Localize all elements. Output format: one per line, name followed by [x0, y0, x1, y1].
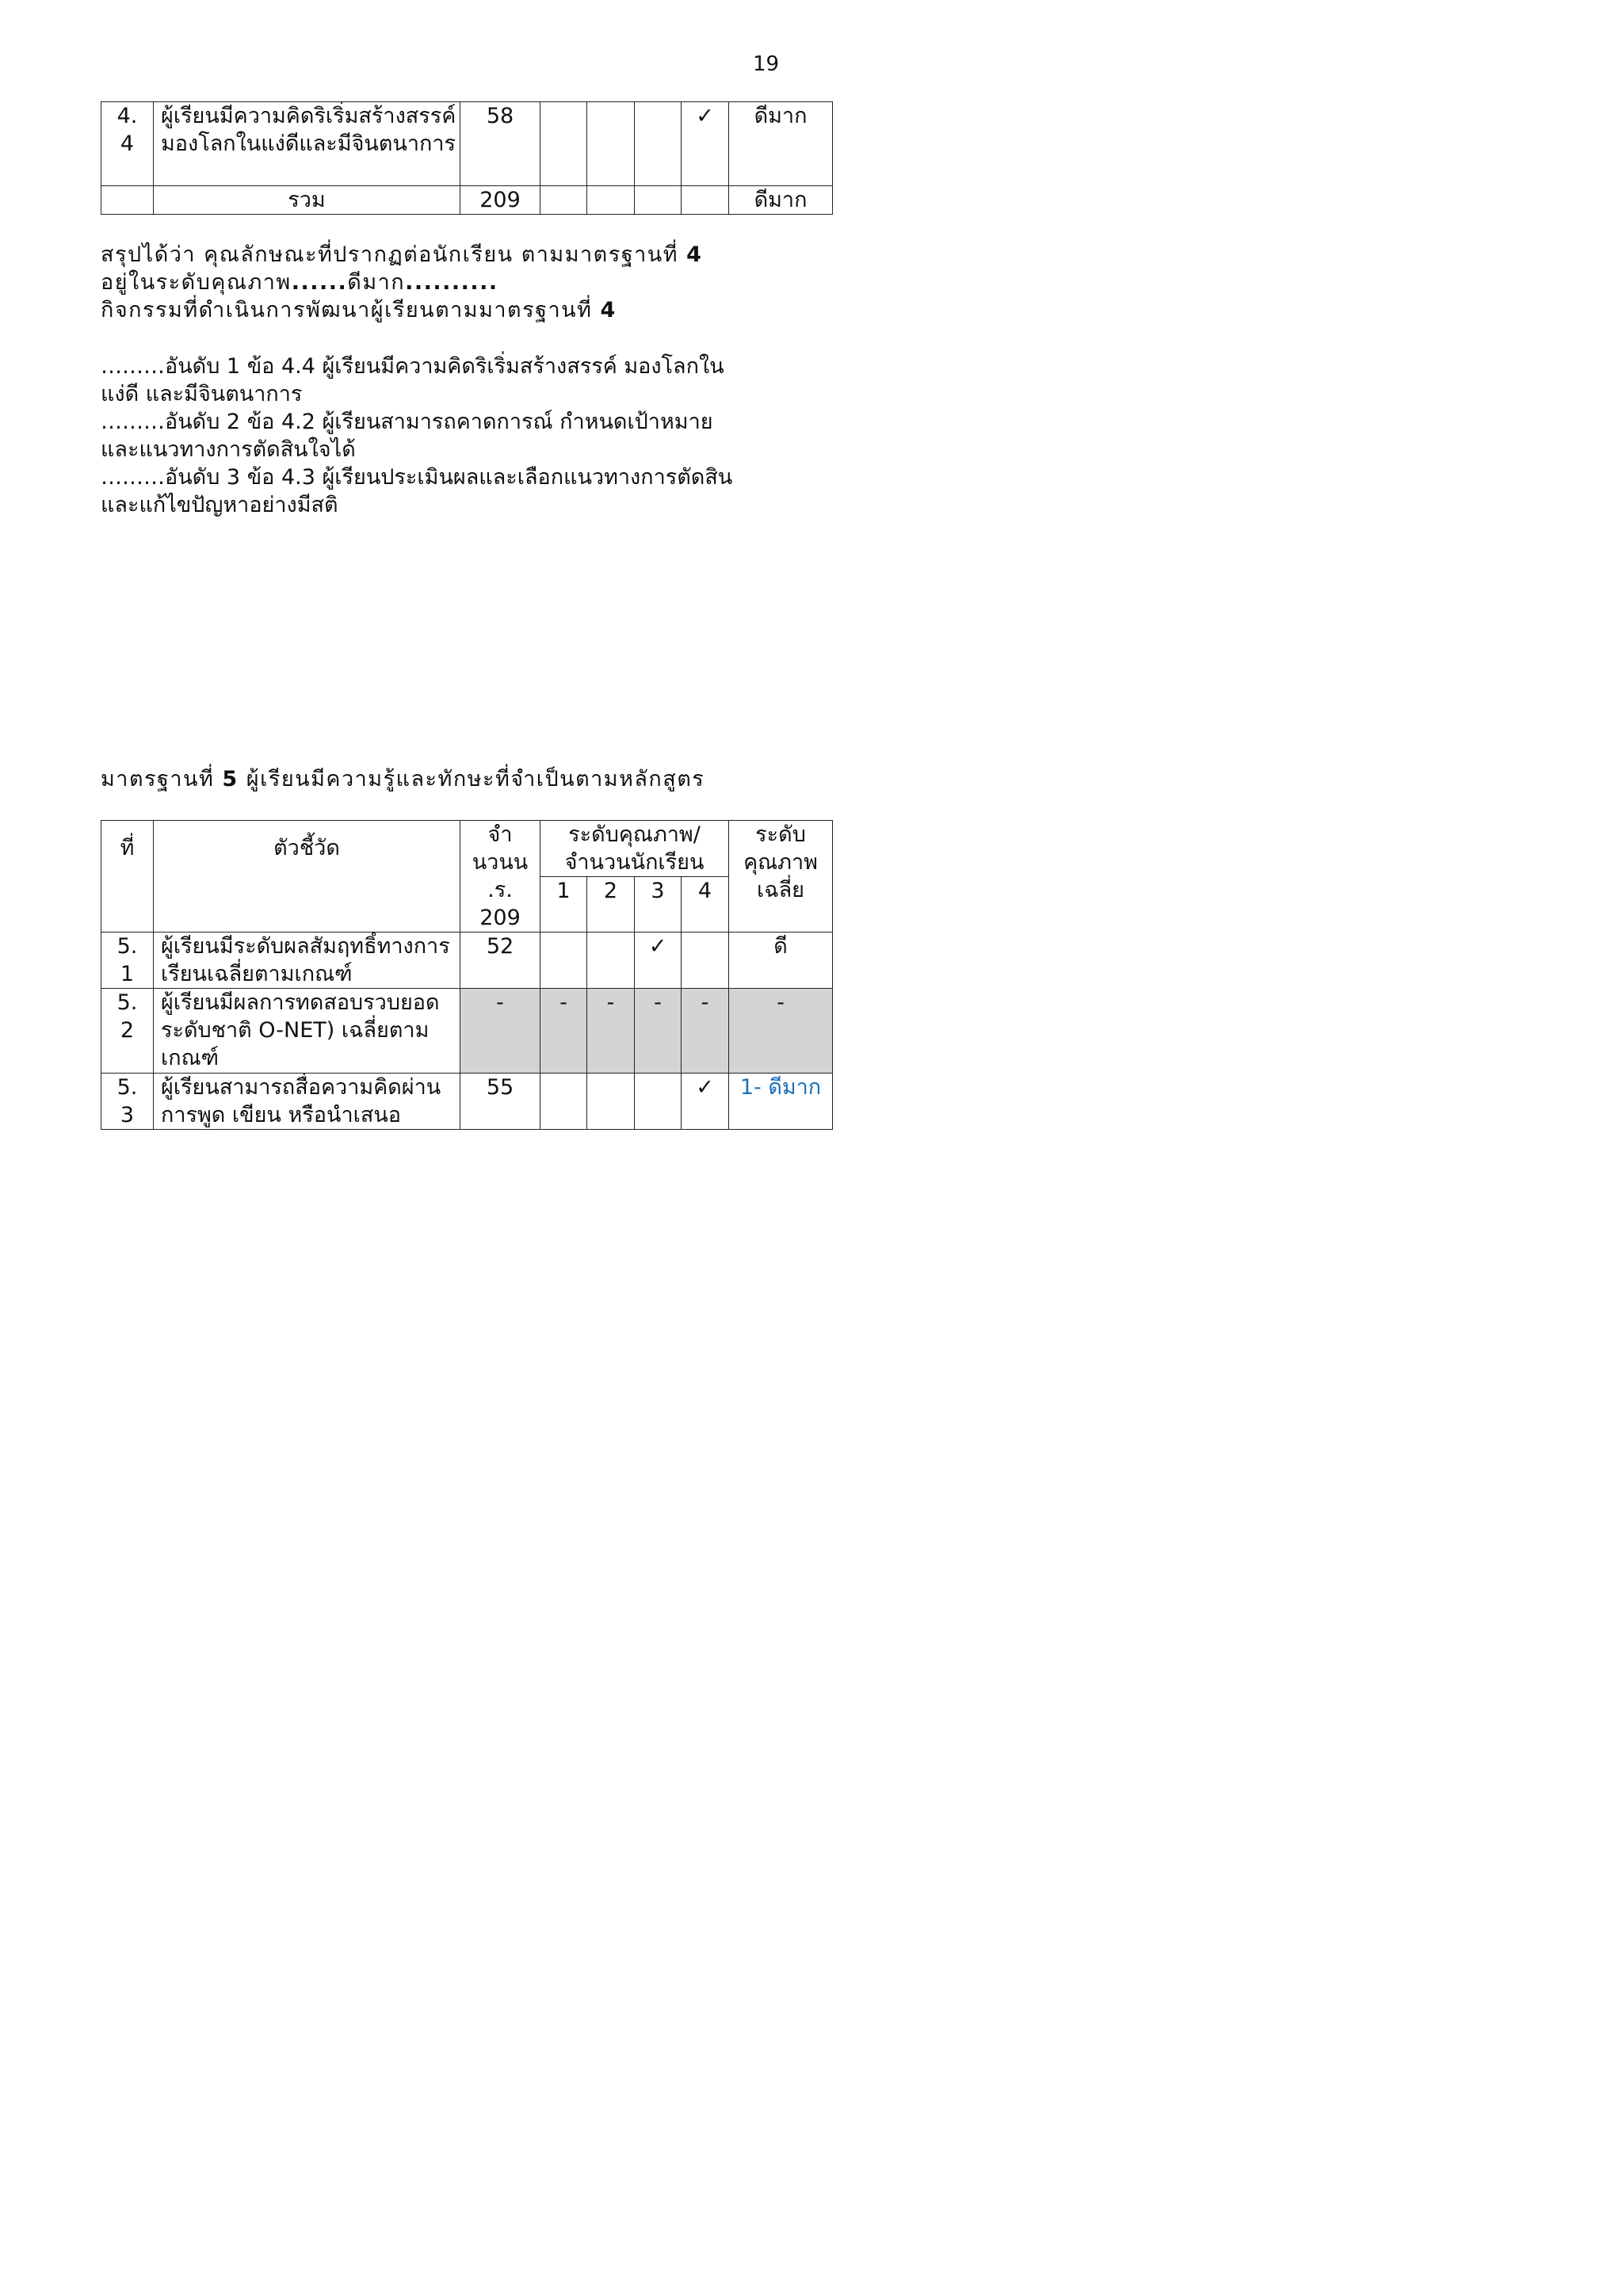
count-cell: -	[460, 989, 540, 1074]
table-row	[101, 933, 833, 989]
level-3-cell	[635, 102, 682, 186]
row-number: 5. 1	[101, 933, 154, 989]
total-quality-level: ดีมาก	[729, 186, 833, 215]
level-3-cell: ✓	[635, 933, 682, 989]
row-number: 5. 3	[101, 1074, 154, 1130]
header-level-4: 4	[682, 877, 729, 933]
activities-heading: กิจกรรมที่ดำเนินการพัฒนาผู้เรียนตามมาตรฐานที่ 4	[101, 298, 617, 322]
level-4-cell	[682, 933, 729, 989]
table-row	[101, 989, 833, 1074]
summary-line-1: สรุปได้ว่า คุณลักษณะที่ปรากฏต่อนักเรียน ตามมาตรฐานที่ 4	[101, 242, 703, 267]
ranking-1: ………อันดับ 1 ข้อ 4.4 ผู้เรียนมีความคิดริเริ่มสร้างสรรค์ มองโลกใน แง่ดี และมีจินตนาการ	[101, 354, 724, 406]
standard-5-heading: มาตรฐานที่ 5 ผู้เรียนมีความรู้และทักษะที่จำเป็นตามหลักสูตร	[101, 767, 705, 791]
header-indicator: ตัวชี้วัด	[154, 821, 460, 933]
row-number: 4. 4	[101, 102, 154, 186]
level-4-cell: -	[682, 989, 729, 1074]
level-1-cell	[540, 102, 587, 186]
indicator-cell: ผู้เรียนมีความคิดริเริ่มสร้างสรรค์ มองโลกในแง่ดีและมีจินตนาการ	[154, 102, 460, 186]
quality-level-cell: ดีมาก	[729, 102, 833, 186]
page-number: 19	[753, 52, 780, 76]
standard4-table	[101, 101, 833, 215]
header-level-3: 3	[635, 877, 682, 933]
total-label: รวม	[154, 186, 460, 215]
indicator-cell: ผู้เรียนมีระดับผลสัมฤทธิ์ทางการเรียนเฉลี่ยตามเกณฑ์	[154, 933, 460, 989]
table-row	[101, 102, 833, 186]
indicator-cell: ผู้เรียนสามารถสื่อความคิดผ่านการพูด เขียน หรือนำเสนอ	[154, 1074, 460, 1130]
level-2-cell	[587, 186, 635, 215]
count-cell: 55	[460, 1074, 540, 1130]
level-2-cell	[587, 1074, 635, 1130]
count-cell: 52	[460, 933, 540, 989]
level-3-cell: -	[635, 989, 682, 1074]
level-3-cell	[635, 186, 682, 215]
level-2-cell	[587, 102, 635, 186]
header-number: ที่	[101, 821, 154, 933]
level-1-cell	[540, 933, 587, 989]
header-count: จำ นวนน .ร. 209	[460, 821, 540, 933]
total-row	[101, 186, 833, 215]
level-1-cell	[540, 1074, 587, 1130]
quality-level-cell: -	[729, 989, 833, 1074]
level-1-cell: -	[540, 989, 587, 1074]
quality-level-cell: ดี	[729, 933, 833, 989]
standard5-table	[101, 820, 833, 1130]
level-4-cell: ✓	[682, 102, 729, 186]
summary-line-2: อยู่ในระดับคุณภาพ......ดีมาก..........	[101, 270, 498, 295]
level-4-cell: ✓	[682, 1074, 729, 1130]
ranking-2: ………อันดับ 2 ข้อ 4.2 ผู้เรียนสามารถคาดการณ์ กำหนดเป้าหมาย และแนวทางการตัดสินใจได้	[101, 410, 713, 462]
header-levels-group: ระดับคุณภาพ/ จำนวนนักเรียน	[540, 821, 729, 877]
level-4-cell	[682, 186, 729, 215]
header-row	[101, 821, 833, 877]
header-level-1: 1	[540, 877, 587, 933]
row-number	[101, 186, 154, 215]
count-cell: 58	[460, 102, 540, 186]
level-3-cell	[635, 1074, 682, 1130]
quality-level-cell: 1- ดีมาก	[729, 1074, 833, 1130]
table-row	[101, 1074, 833, 1130]
level-2-cell: -	[587, 989, 635, 1074]
total-count: 209	[460, 186, 540, 215]
row-number: 5. 2	[101, 989, 154, 1074]
header-level-2: 2	[587, 877, 635, 933]
level-1-cell	[540, 186, 587, 215]
header-average-level: ระดับ คุณภาพ เฉลี่ย	[729, 821, 833, 933]
indicator-cell: ผู้เรียนมีผลการทดสอบรวบยอดระดับชาติ O-NET) เฉลี่ยตามเกณฑ์	[154, 989, 460, 1074]
ranking-3: ………อันดับ 3 ข้อ 4.3 ผู้เรียนประเมินผลและเลือกแนวทางการตัดสิน และแก้ไขปัญหาอย่างมีสติ	[101, 465, 733, 517]
level-2-cell	[587, 933, 635, 989]
